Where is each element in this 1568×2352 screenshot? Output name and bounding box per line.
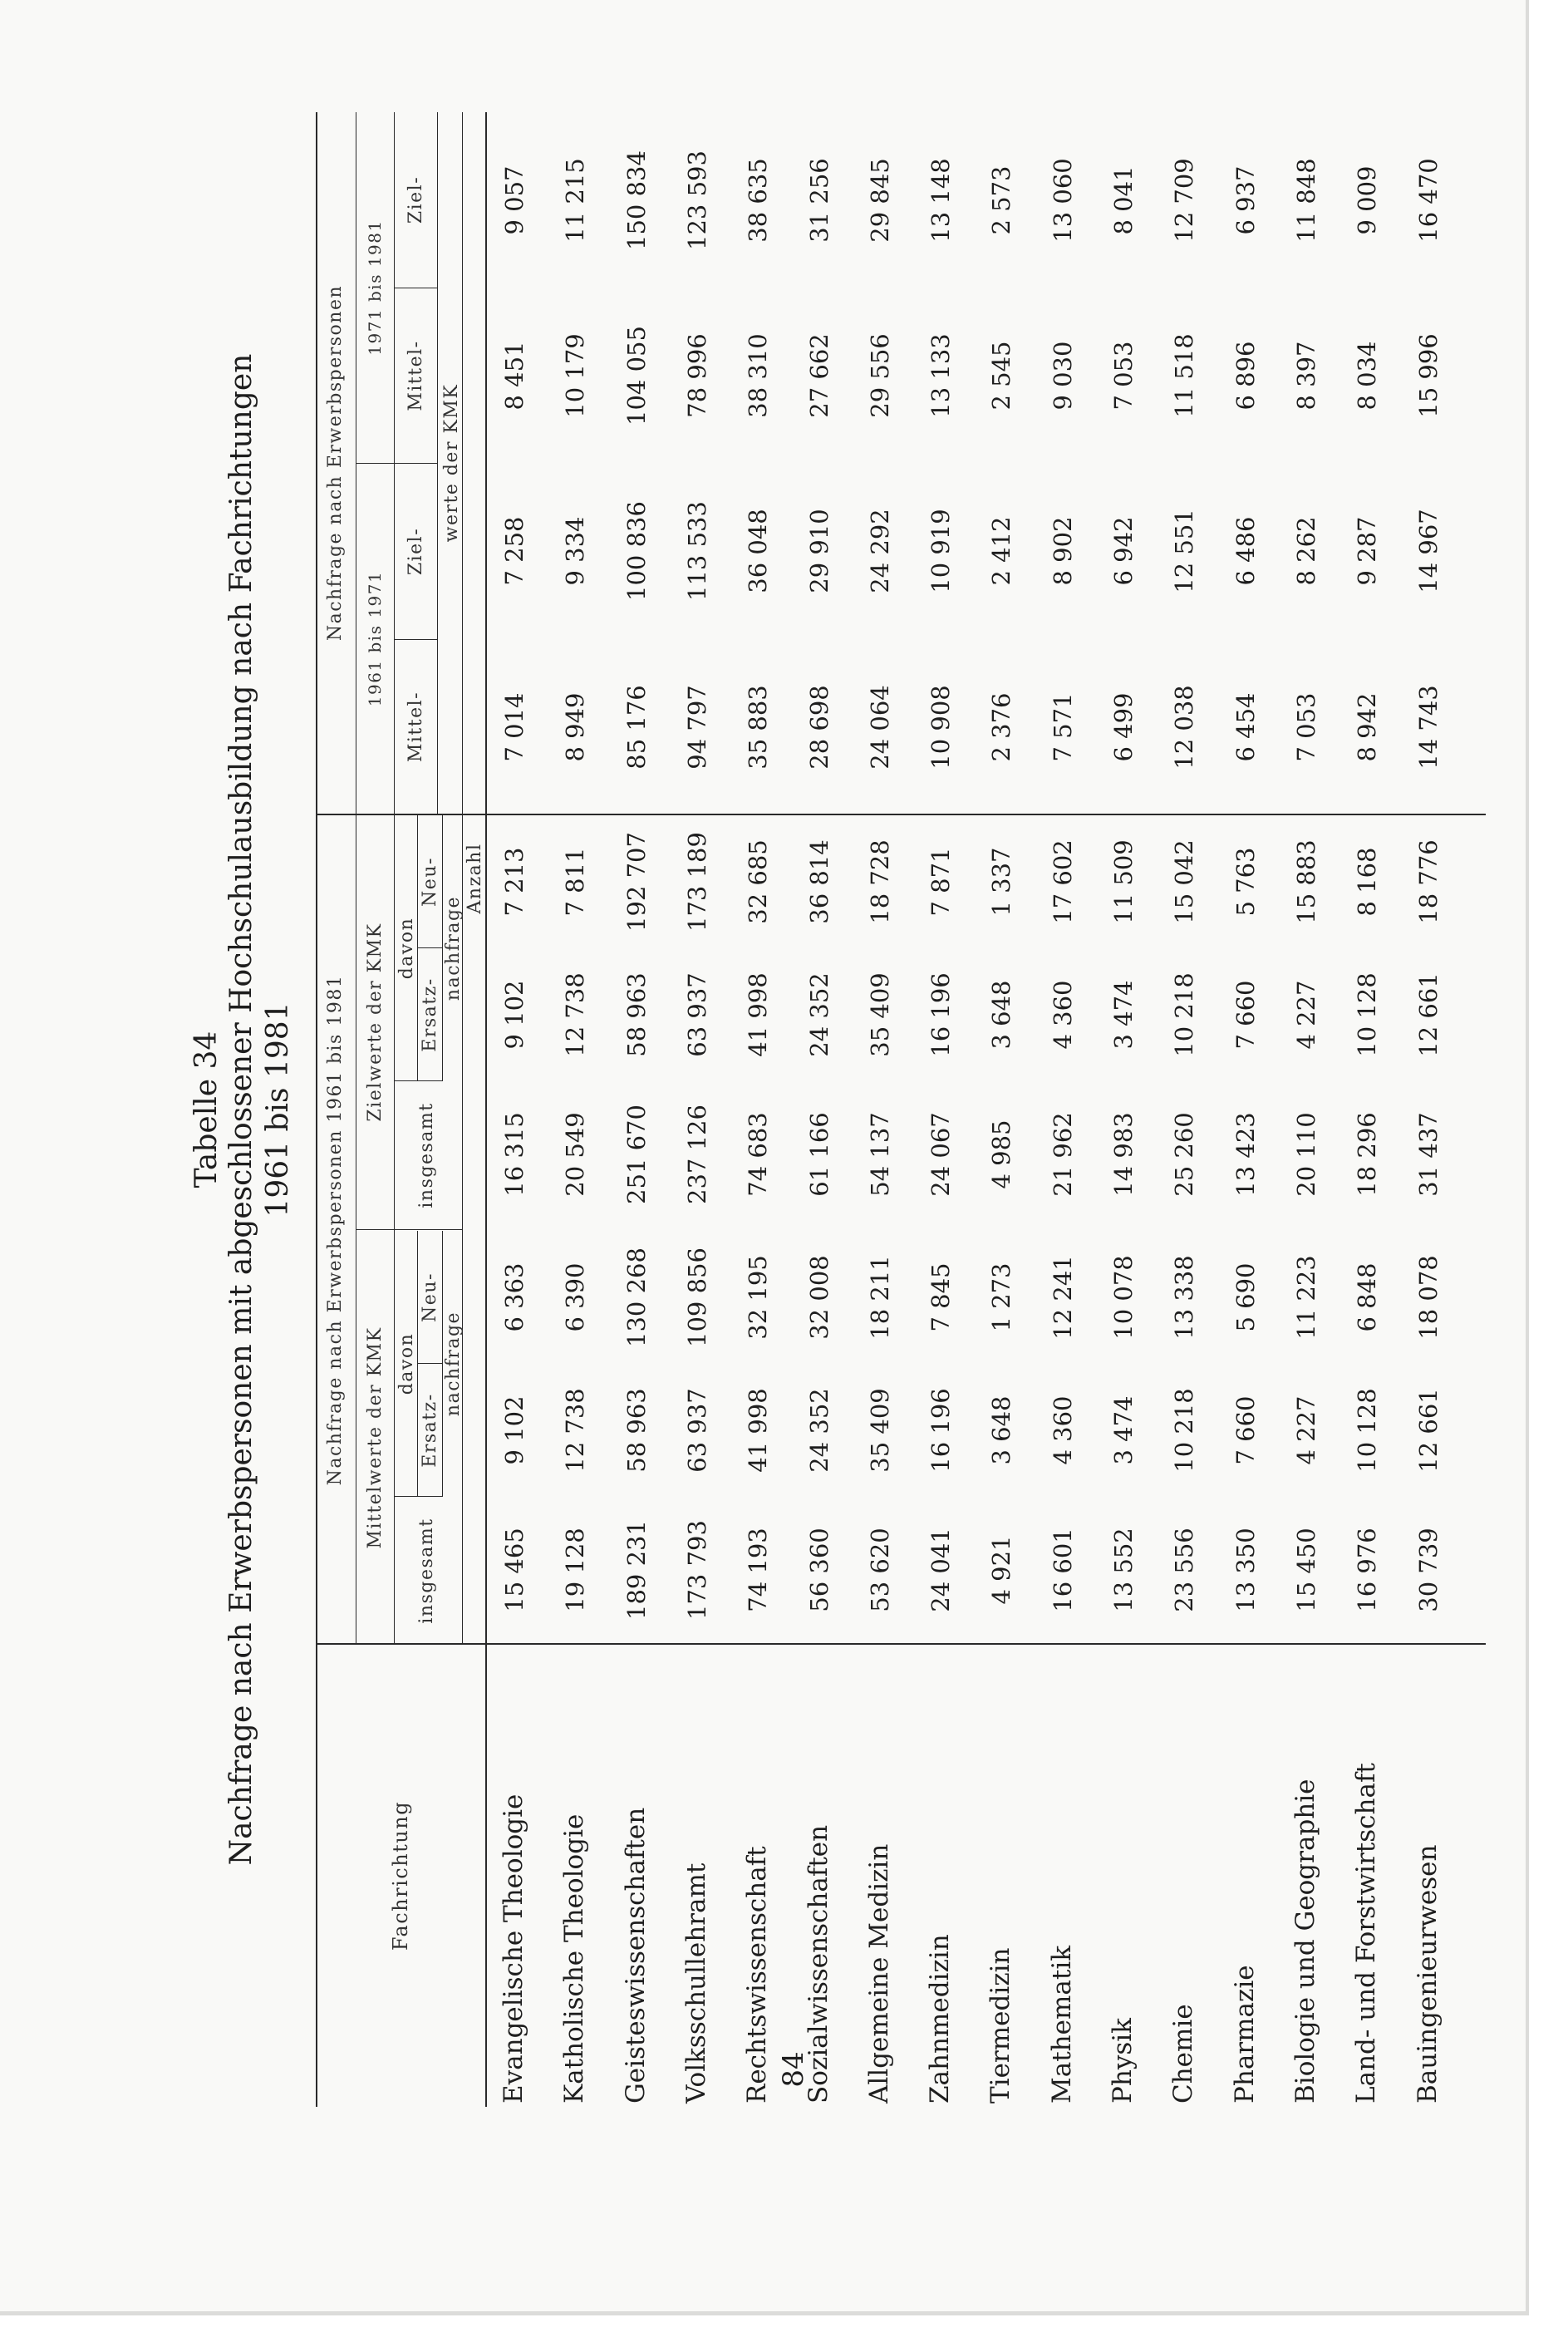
table-cell: 38 310 — [744, 333, 773, 418]
table-cell: 7 053 — [1291, 692, 1320, 762]
table-cell: 6 390 — [561, 1262, 590, 1332]
rule — [356, 1229, 462, 1230]
row-label: Evangelische Theologie — [499, 1794, 528, 2104]
table-cell: 10 128 — [1353, 1388, 1382, 1473]
table-cell: 56 360 — [804, 1528, 833, 1612]
table-cell: 25 260 — [1170, 1112, 1199, 1197]
table-cell: 15 450 — [1291, 1528, 1320, 1612]
table-cell: 104 055 — [622, 326, 651, 426]
row-label: Allgemeine Medizin — [863, 1843, 894, 2104]
table-cell: 1 337 — [987, 847, 1016, 917]
table-cell: 9 009 — [1353, 165, 1382, 235]
table-cell: 8 168 — [1353, 847, 1382, 917]
table-cell: 189 231 — [622, 1520, 651, 1620]
column-header-fachrichtung: Fachrichtung — [389, 1800, 412, 1951]
row-label: Volksschullehramt — [681, 1862, 711, 2104]
table-cell: 94 797 — [682, 685, 711, 770]
table-cell: 18 211 — [865, 1255, 894, 1340]
table-cell: 24 352 — [804, 972, 833, 1057]
table-cell: 16 196 — [927, 972, 956, 1057]
rule-head-bottom — [485, 112, 487, 2107]
column-header-insgesamt: insgesamt — [416, 1102, 437, 1208]
row-label: Tiermedizin — [986, 1947, 1016, 2104]
column-header-werte-der-kmk: werte der KMK — [441, 383, 462, 543]
table-cell: 10 218 — [1170, 1388, 1199, 1473]
column-header-ersatz: Ersatz- — [420, 1393, 440, 1468]
table-cell: 6 937 — [1231, 165, 1260, 235]
table-cell: 29 845 — [865, 158, 894, 243]
table-cell: 31 256 — [804, 158, 833, 243]
table-cell: 113 533 — [682, 501, 711, 601]
table-cell: 6 363 — [500, 1262, 528, 1332]
table-cell: 7 571 — [1048, 692, 1077, 762]
table-cell: 24 067 — [927, 1112, 956, 1197]
column-header-mittelwerte: Mittelwerte der KMK — [365, 1326, 386, 1549]
table-cell: 14 983 — [1109, 1112, 1138, 1197]
row-label: Sozialwissenschaften — [803, 1824, 833, 2104]
row-label: Biologie und Geographie — [1290, 1779, 1320, 2104]
table-cell: 13 552 — [1109, 1528, 1138, 1612]
page-number: 84 — [777, 2051, 810, 2088]
table-cell: 7 258 — [500, 516, 528, 586]
table-cell: 251 670 — [622, 1105, 651, 1204]
table-cell: 2 545 — [987, 341, 1016, 411]
table-cell: 13 423 — [1231, 1112, 1260, 1197]
table-cell: 130 268 — [622, 1247, 651, 1347]
table-cell: 11 518 — [1170, 333, 1199, 418]
table-cell: 7 053 — [1109, 341, 1138, 411]
table-cell: 12 241 — [1048, 1255, 1077, 1340]
table-cell: 13 060 — [1048, 158, 1077, 243]
table-cell: 16 196 — [927, 1388, 956, 1473]
table-cell: 10 179 — [561, 333, 590, 418]
table-cell: 4 985 — [987, 1119, 1016, 1189]
rule — [417, 815, 418, 1081]
table-cell: 13 350 — [1231, 1528, 1260, 1612]
table-cell: 17 602 — [1048, 839, 1077, 924]
table-cell: 2 573 — [987, 165, 1016, 235]
table-cell: 14 743 — [1413, 685, 1443, 770]
table-cell: 20 549 — [561, 1112, 590, 1197]
table-caption: Nachfrage nach Erwerbspersonen mit abgeschlossener Hochschulausbildung nach Fachrichtungen — [224, 353, 258, 1866]
table-cell: 12 661 — [1413, 1388, 1443, 1473]
table-cell: 32 195 — [744, 1255, 773, 1340]
table-cell: 9 287 — [1353, 516, 1382, 586]
table-number: Tabelle 34 — [189, 1031, 224, 1188]
column-header-ersatz: Ersatz- — [420, 977, 440, 1052]
table-cell: 12 551 — [1170, 509, 1199, 593]
rule — [417, 1231, 418, 1497]
table-cell: 8 451 — [500, 341, 528, 411]
column-header-zielwerte: Zielwerte der KMK — [365, 923, 386, 1122]
table-cell: 41 998 — [744, 972, 773, 1057]
table-cell: 2 412 — [987, 516, 1016, 586]
table-cell: 35 883 — [744, 685, 773, 770]
row-label: Mathematik — [1046, 1945, 1077, 2104]
table-cell: 35 409 — [865, 1388, 894, 1473]
table-cell: 9 102 — [500, 980, 528, 1050]
table-cell: 15 042 — [1170, 839, 1199, 924]
table-cell: 27 662 — [804, 333, 833, 418]
table-cell: 16 470 — [1413, 158, 1443, 243]
table-cell: 23 556 — [1170, 1528, 1199, 1612]
table-cell: 7 213 — [500, 847, 528, 917]
column-header-mittel: Mittel- — [406, 691, 426, 763]
row-label: Physik — [1108, 2018, 1138, 2104]
table-cell: 11 509 — [1109, 839, 1138, 924]
table-cell: 10 218 — [1170, 972, 1199, 1057]
table-cell: 18 078 — [1413, 1255, 1443, 1340]
table-cell: 7 660 — [1231, 980, 1260, 1050]
table-cell: 8 902 — [1048, 516, 1077, 586]
table-cell: 20 110 — [1291, 1112, 1320, 1197]
table-cell: 74 683 — [744, 1112, 773, 1197]
row-label: Zahnmedizin — [925, 1934, 956, 2104]
table-cell: 9 102 — [500, 1395, 528, 1465]
page-edge — [0, 2311, 1529, 2315]
column-group-header-1961-1981: Nachfrage nach Erwerbspersonen 1961 bis 1981 — [325, 974, 346, 1486]
table-cell: 7 014 — [500, 692, 528, 762]
column-header-nachfrage: nachfrage — [443, 1311, 464, 1417]
table-cell: 192 707 — [622, 832, 651, 932]
table-cell: 4 227 — [1291, 980, 1320, 1050]
table-cell: 53 620 — [865, 1528, 894, 1612]
table-cell: 8 949 — [561, 692, 590, 762]
table-cell: 9 057 — [500, 165, 528, 235]
table-cell: 7 811 — [561, 847, 590, 917]
table-cell: 30 739 — [1413, 1528, 1443, 1612]
table-cell: 41 998 — [744, 1388, 773, 1473]
table-cell: 8 397 — [1291, 341, 1320, 411]
table-cell: 58 963 — [622, 1388, 651, 1473]
table-cell: 28 698 — [804, 685, 833, 770]
table-cell: 15 883 — [1291, 839, 1320, 924]
column-header-insgesamt: insgesamt — [416, 1518, 437, 1624]
rule — [437, 112, 438, 815]
rule-top — [316, 112, 317, 2107]
table-cell: 173 793 — [682, 1520, 711, 1620]
table-cell: 15 996 — [1413, 333, 1443, 418]
table-cell: 12 709 — [1170, 158, 1199, 243]
page-edge — [1526, 0, 1529, 2311]
table-cell: 63 937 — [682, 1388, 711, 1473]
table-cell: 12 738 — [561, 972, 590, 1057]
table-cell: 29 556 — [865, 333, 894, 418]
row-label: Geisteswissenschaften — [620, 1807, 651, 2104]
table-caption-years: 1961 bis 1981 — [261, 1001, 295, 1218]
table-cell: 6 486 — [1231, 516, 1260, 586]
table-cell: 10 908 — [927, 685, 956, 770]
table-cell: 1 273 — [987, 1262, 1016, 1332]
table-cell: 6 896 — [1231, 341, 1260, 411]
table-cell: 3 474 — [1109, 980, 1138, 1050]
table-cell: 3 474 — [1109, 1395, 1138, 1465]
column-header-neu: Neu- — [420, 857, 440, 907]
table-cell: 109 856 — [682, 1247, 711, 1347]
column-header-mittel: Mittel- — [406, 340, 426, 411]
table-cell: 8 262 — [1291, 516, 1320, 586]
column-group-header-erwerbspersonen: Nachfrage nach Erwerbspersonen — [325, 284, 346, 642]
table-cell: 7 871 — [927, 847, 956, 917]
table-cell: 32 685 — [744, 839, 773, 924]
rotated-table-page — [189, 112, 1477, 2107]
table-cell: 6 499 — [1109, 692, 1138, 762]
row-label: Chemie — [1168, 2004, 1199, 2104]
table-cell: 12 738 — [561, 1388, 590, 1473]
table-cell: 7 660 — [1231, 1395, 1260, 1465]
table-cell: 5 690 — [1231, 1262, 1260, 1332]
table-cell: 2 376 — [987, 692, 1016, 762]
row-label: Rechtswissenschaft — [742, 1846, 773, 2104]
table-cell: 12 038 — [1170, 685, 1199, 770]
table-cell: 8 041 — [1109, 165, 1138, 235]
table-cell: 36 048 — [744, 509, 773, 593]
table-cell: 58 963 — [622, 972, 651, 1057]
table-cell: 237 126 — [682, 1105, 711, 1204]
column-header-ziel: Ziel- — [406, 175, 426, 224]
table-cell: 11 215 — [561, 158, 590, 243]
table-cell: 31 437 — [1413, 1112, 1443, 1197]
table-cell: 61 166 — [804, 1112, 833, 1197]
column-header-period-1961-1971: 1961 bis 1971 — [365, 570, 385, 707]
table-cell: 18 776 — [1413, 839, 1443, 924]
table-cell: 10 919 — [927, 509, 956, 593]
table-cell: 63 937 — [682, 972, 711, 1057]
table-cell: 6 454 — [1231, 692, 1260, 762]
table-cell: 21 962 — [1048, 1112, 1077, 1197]
table-cell: 6 942 — [1109, 516, 1138, 586]
table-cell: 78 996 — [682, 333, 711, 418]
table-cell: 11 848 — [1291, 158, 1320, 243]
table-cell: 173 189 — [682, 832, 711, 932]
table-cell: 4 227 — [1291, 1395, 1320, 1465]
table-cell: 9 334 — [561, 516, 590, 586]
table-cell: 8 034 — [1353, 341, 1382, 411]
table-cell: 100 836 — [622, 501, 651, 601]
table-cell: 38 635 — [744, 158, 773, 243]
table-cell: 29 910 — [804, 509, 833, 593]
table-cell: 18 728 — [865, 839, 894, 924]
table-cell: 16 315 — [500, 1112, 528, 1197]
column-header-period-1971-1981: 1971 bis 1981 — [365, 219, 385, 356]
table-cell: 123 593 — [682, 150, 711, 250]
table-cell: 74 193 — [744, 1528, 773, 1612]
table-cell: 16 976 — [1353, 1528, 1382, 1612]
table-cell: 6 848 — [1353, 1262, 1382, 1332]
table-cell: 150 834 — [622, 150, 651, 250]
table-cell: 9 030 — [1048, 341, 1077, 411]
table-cell: 10 128 — [1353, 972, 1382, 1057]
table-cell: 4 921 — [987, 1535, 1016, 1605]
table-cell: 8 942 — [1353, 692, 1382, 762]
table-cell: 13 338 — [1170, 1255, 1199, 1340]
table-cell: 24 352 — [804, 1388, 833, 1473]
table-cell: 36 814 — [804, 839, 833, 924]
table-cell: 4 360 — [1048, 980, 1077, 1050]
table-cell: 16 601 — [1048, 1528, 1077, 1612]
column-header-nachfrage: nachfrage — [443, 895, 464, 1001]
unit-row-anzahl: Anzahl — [465, 843, 485, 914]
row-label: Pharmazie — [1229, 1965, 1260, 2104]
table-cell: 14 967 — [1413, 509, 1443, 593]
table-cell: 18 296 — [1353, 1112, 1382, 1197]
table-cell: 4 360 — [1048, 1395, 1077, 1465]
row-label: Land- und Forstwirtschaft — [1351, 1763, 1382, 2104]
table-cell: 3 648 — [987, 1395, 1016, 1465]
table-cell: 7 845 — [927, 1262, 956, 1332]
table-cell: 32 008 — [804, 1255, 833, 1340]
column-header-ziel: Ziel- — [406, 527, 426, 576]
table-cell: 35 409 — [865, 972, 894, 1057]
table-cell: 5 763 — [1231, 847, 1260, 917]
column-header-davon: davon — [396, 1332, 417, 1395]
table-cell: 13 148 — [927, 158, 956, 243]
table-cell: 11 223 — [1291, 1255, 1320, 1340]
table-cell: 54 137 — [865, 1112, 894, 1197]
table-cell: 24 292 — [865, 509, 894, 593]
table-cell: 10 078 — [1109, 1255, 1138, 1340]
column-header-davon: davon — [396, 917, 417, 980]
row-label: Bauingenieurwesen — [1412, 1844, 1443, 2104]
rule — [394, 112, 395, 1645]
table-cell: 3 648 — [987, 980, 1016, 1050]
row-label: Katholische Theologie — [559, 1813, 590, 2104]
table-cell: 85 176 — [622, 685, 651, 770]
table-cell: 19 128 — [561, 1528, 590, 1612]
table-cell: 24 041 — [927, 1528, 956, 1612]
table-cell: 13 133 — [927, 333, 956, 418]
table-cell: 15 465 — [500, 1528, 528, 1612]
table-cell: 24 064 — [865, 685, 894, 770]
column-header-neu: Neu- — [420, 1272, 440, 1322]
table-cell: 12 661 — [1413, 972, 1443, 1057]
